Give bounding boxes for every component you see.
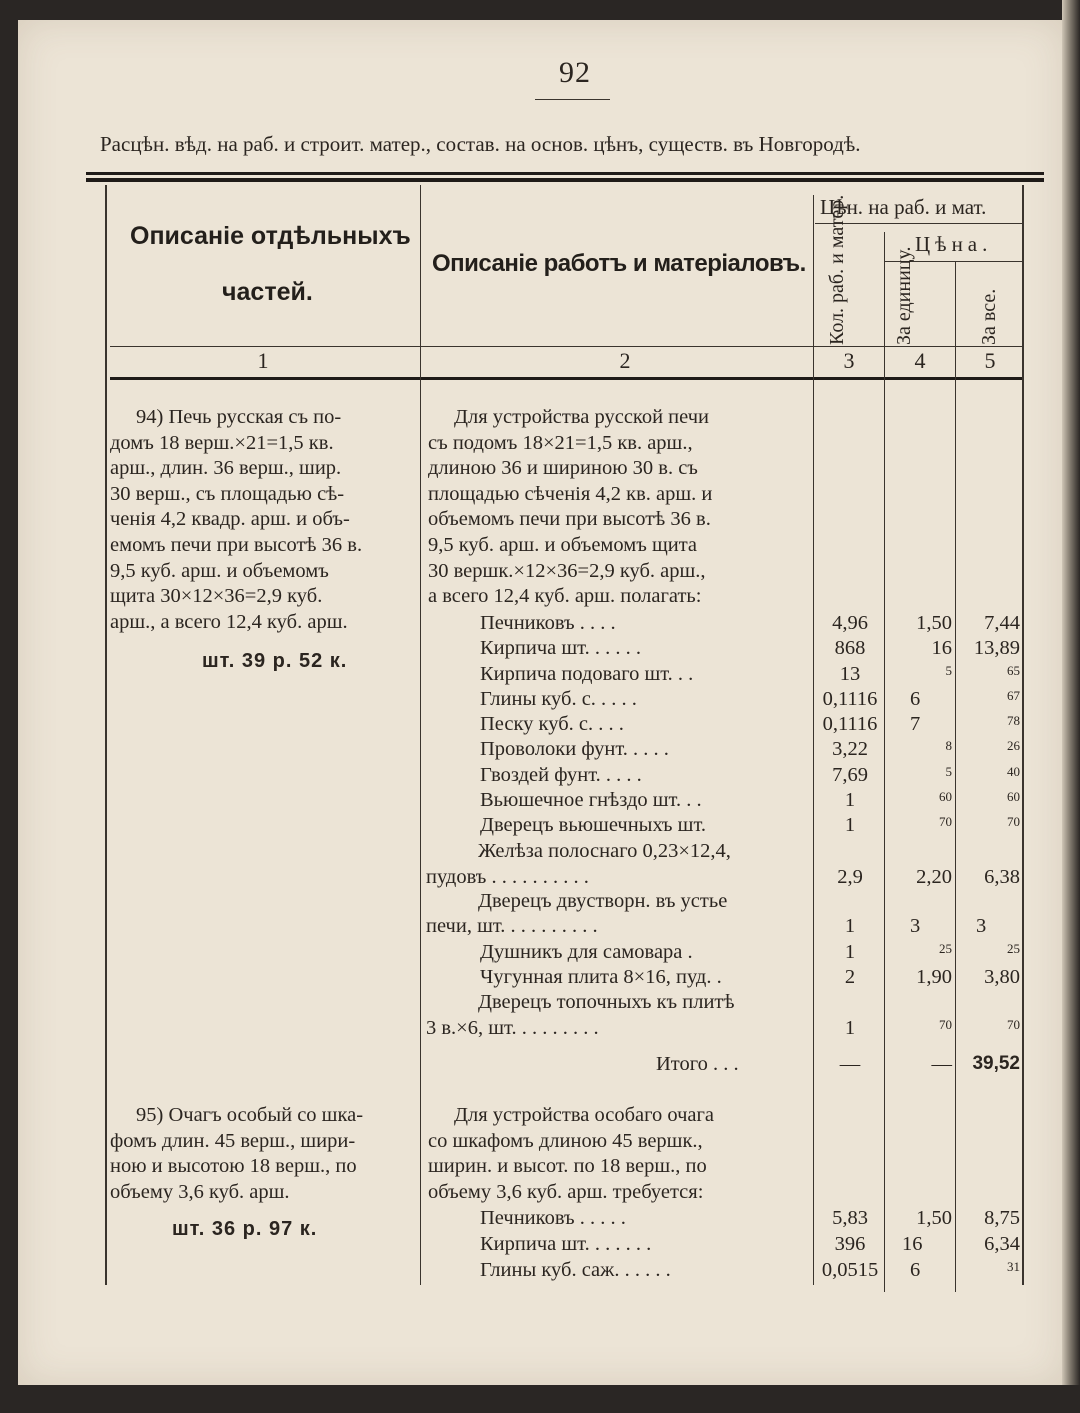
material-label: Проволоки фунт. . . . .: [480, 738, 669, 760]
total-unit: —: [931, 1053, 952, 1075]
material-label-continued: Желѣза полоснаго 0,23×12,4,: [478, 840, 731, 862]
header-group: Цѣн. на раб. и мат.: [820, 195, 987, 219]
item94-intro-line: площадью сѣченія 4,2 кв. арш. и: [428, 482, 713, 505]
material-row: [426, 764, 1021, 790]
material-row: [426, 789, 1021, 815]
material-unit-price: 70: [939, 1017, 952, 1032]
material-total: 70: [1007, 1017, 1020, 1032]
material-total: 60: [1007, 789, 1020, 804]
material-row: [426, 966, 1021, 992]
material-unit-price: 16: [902, 1233, 923, 1255]
item95-intro: [428, 1103, 812, 1205]
material-label: Душникъ для самовара .: [480, 941, 693, 963]
material-unit-price: 8: [945, 738, 952, 753]
material-qty: 1: [844, 814, 856, 836]
item95-desc-line: объему 3,6 куб. арш.: [110, 1180, 290, 1203]
material-label: Песку куб. с. . . .: [480, 713, 624, 735]
item95-intro-line: Для устройства особаго очага: [454, 1104, 715, 1126]
material-total: 3: [976, 915, 987, 937]
item94-desc-line: щита 30×12×36=2,9 куб.: [110, 585, 323, 608]
material-label: Глины куб. саж. . . . . .: [480, 1259, 671, 1281]
column-number-3: 3: [843, 348, 855, 373]
item95-desc-line: 95) Очагъ особый со шка-: [136, 1104, 364, 1126]
header-col4: За единицу.: [893, 246, 915, 345]
header-col1-line2: частей.: [222, 278, 313, 306]
material-label: Чугунная плита 8×16, пуд. .: [480, 966, 722, 988]
material-total: 8,75: [984, 1207, 1020, 1229]
item94-desc-line: домъ 18 верш.×21=1,5 кв.: [110, 431, 334, 454]
item94-description: [110, 405, 418, 635]
total-qty: —: [839, 1053, 861, 1075]
header-col3: Кол. раб. и матер.: [826, 194, 848, 345]
item94-intro-line: 30 вершк.×12×36=2,9 куб. арш.,: [428, 559, 706, 582]
material-qty: 0,0515: [821, 1259, 879, 1281]
material-qty: 1: [844, 1017, 856, 1039]
item95-intro-line: объему 3,6 куб. арш. требуется:: [428, 1180, 704, 1203]
material-unit-price: 7: [910, 713, 921, 735]
table-left-border: [105, 185, 107, 1285]
total-label: Итого . . .: [656, 1053, 739, 1075]
material-row: [426, 814, 1021, 840]
column-number-2: 2: [619, 348, 631, 373]
material-label-continued: Дверецъ топочныхъ къ плитѣ: [478, 991, 735, 1013]
column-number-1: 1: [257, 348, 269, 373]
material-unit-price: 6: [910, 688, 921, 710]
material-qty: 2,9: [837, 866, 863, 888]
page-edge: [1062, 0, 1080, 1413]
material-total: 67: [1007, 688, 1020, 703]
item94-desc-line: ченія 4,2 квадр. арш. и объ-: [110, 508, 350, 531]
material-total: 40: [1007, 764, 1020, 779]
material-qty: 1: [844, 941, 856, 963]
material-total: 6,34: [984, 1233, 1020, 1255]
item94-desc-line: арш., длин. 36 верш., шир.: [110, 457, 342, 480]
material-qty: 1: [844, 915, 856, 937]
material-row: [426, 1233, 1021, 1259]
page-number: 92: [559, 56, 591, 89]
material-row: [426, 663, 1021, 689]
item94-intro: [428, 405, 812, 610]
material-total: 65: [1007, 663, 1020, 678]
material-row: [426, 1017, 1021, 1043]
material-row: [426, 688, 1021, 714]
material-row: [426, 1259, 1021, 1285]
material-unit-price: 5: [945, 663, 952, 678]
total-row: [426, 1053, 1021, 1079]
material-unit-price: 3: [910, 915, 921, 937]
item94-intro-line: съ подомъ 18×21=1,5 кв. арш.,: [428, 431, 693, 454]
material-qty: 7,69: [832, 764, 868, 786]
page-bottom-edge: [0, 1385, 1080, 1413]
material-row: [426, 612, 1021, 638]
material-row: [426, 866, 1021, 892]
material-unit-price: 2,20: [916, 866, 952, 888]
item94-desc-line: 94) Печь русская съ по-: [136, 406, 342, 428]
material-label: пудовъ . . . . . . . . . .: [426, 866, 589, 888]
table-right-border: [1022, 185, 1024, 1285]
material-qty: 2: [844, 966, 856, 988]
material-row: [426, 915, 1021, 941]
material-total: 7,44: [984, 612, 1020, 634]
header-col1-line1: Описаніе отдѣльныхъ: [130, 222, 411, 250]
material-label: печи, шт. . . . . . . . . .: [426, 915, 598, 937]
material-total: 3,80: [984, 966, 1020, 988]
material-qty: 396: [834, 1233, 866, 1255]
material-unit-price: 25: [939, 941, 952, 956]
material-total: 13,89: [973, 637, 1020, 659]
item95-intro-line: со шкафомъ длиною 45 вершк.,: [428, 1129, 703, 1152]
material-label: Глины куб. с. . . . .: [480, 688, 637, 710]
item94-price: шт. 39 р. 52 к.: [202, 650, 348, 672]
header-bottom-rule: [110, 377, 1023, 380]
material-qty: 868: [834, 637, 866, 659]
top-rule-second: [86, 178, 1044, 182]
header-col5: За все.: [978, 288, 1000, 345]
total-value: 39,52: [972, 1053, 1020, 1074]
material-label: Печниковъ . . . . .: [480, 1207, 626, 1229]
column-number-5: 5: [984, 348, 996, 373]
material-row: [426, 637, 1021, 663]
item94-intro-line: Для устройства русской печи: [454, 406, 710, 428]
material-total: 78: [1007, 713, 1020, 728]
header-col2: Описаніе работъ и матеріаловъ.: [432, 250, 806, 277]
column-divider-1-2: [420, 185, 421, 1285]
item94-desc-line: арш., а всего 12,4 куб. арш.: [110, 610, 348, 633]
material-label: Печниковъ . . . .: [480, 612, 616, 634]
material-unit-price: 60: [939, 789, 952, 804]
material-row: [426, 1207, 1021, 1233]
item94-intro-line: длиною 36 и шириною 30 в. съ: [428, 457, 698, 480]
material-qty: 3,22: [832, 738, 868, 760]
page-number-rule: [535, 99, 610, 100]
material-unit-price: 70: [939, 814, 952, 829]
material-total: 31: [1007, 1259, 1020, 1274]
material-qty: 1: [844, 789, 856, 811]
material-total: 25: [1007, 941, 1020, 956]
material-unit-price: 1,50: [916, 1207, 952, 1229]
material-total: 70: [1007, 814, 1020, 829]
item94-desc-line: емомъ печи при высотѣ 36 в.: [110, 533, 363, 556]
item95-intro-line: ширин. и высот. по 18 верш., по: [428, 1155, 707, 1178]
material-row: [426, 713, 1021, 739]
material-qty: 0,1116: [822, 713, 878, 735]
item95-description: [110, 1103, 418, 1205]
material-qty: 13: [839, 663, 861, 685]
running-head: Расцѣн. вѣд. на раб. и строит. матер., состав. на основ. цѣнъ, существ. въ Новгородѣ.: [100, 132, 861, 156]
material-total: 26: [1007, 738, 1020, 753]
material-label: Гвоздей фунт. . . . .: [480, 764, 642, 786]
material-label: Дверецъ вьюшечныхъ шт.: [480, 814, 706, 836]
material-label: Кирпича шт. . . . . . .: [480, 1233, 652, 1255]
item95-desc-line: ною и высотою 18 верш., по: [110, 1155, 357, 1178]
material-label: Кирпича шт. . . . . .: [480, 637, 641, 659]
item94-intro-line: а всего 12,4 куб. арш. полагать:: [428, 585, 702, 608]
item94-intro-line: объемомъ печи при высотѣ 36 в.: [428, 508, 711, 531]
material-unit-price: 16: [931, 637, 952, 659]
material-row: [426, 738, 1021, 764]
item94-intro-line: 9,5 куб. арш. и объемомъ щита: [428, 533, 698, 556]
material-row: [426, 941, 1021, 967]
header-price-group: Цѣна.: [915, 232, 993, 256]
material-label: Кирпича подоваго шт. . .: [480, 663, 694, 685]
material-unit-price: 5: [945, 764, 952, 779]
material-qty: 4,96: [832, 612, 868, 634]
item95-desc-line: фомъ длин. 45 верш., шири-: [110, 1129, 356, 1152]
item94-desc-line: 30 верш., съ площадью сѣ-: [110, 482, 345, 505]
item94-desc-line: 9,5 куб. арш. и объемомъ: [110, 559, 329, 582]
top-rule: [86, 172, 1044, 175]
material-label: Вьюшечное гнѣздо шт. . .: [480, 789, 702, 811]
material-label-continued: Дверецъ двустворн. въ устье: [478, 890, 728, 912]
material-unit-price: 6: [910, 1259, 921, 1281]
item95-price: шт. 36 р. 97 к.: [172, 1218, 318, 1240]
column-number-4: 4: [914, 348, 926, 373]
material-label: 3 в.×6, шт. . . . . . . . .: [426, 1017, 599, 1039]
material-unit-price: 1,50: [916, 612, 952, 634]
material-total: 6,38: [984, 866, 1020, 888]
header-num-rule: [110, 346, 1023, 347]
material-unit-price: 1,90: [916, 966, 952, 988]
material-qty: 0,1116: [822, 688, 878, 710]
material-qty: 5,83: [832, 1207, 868, 1229]
